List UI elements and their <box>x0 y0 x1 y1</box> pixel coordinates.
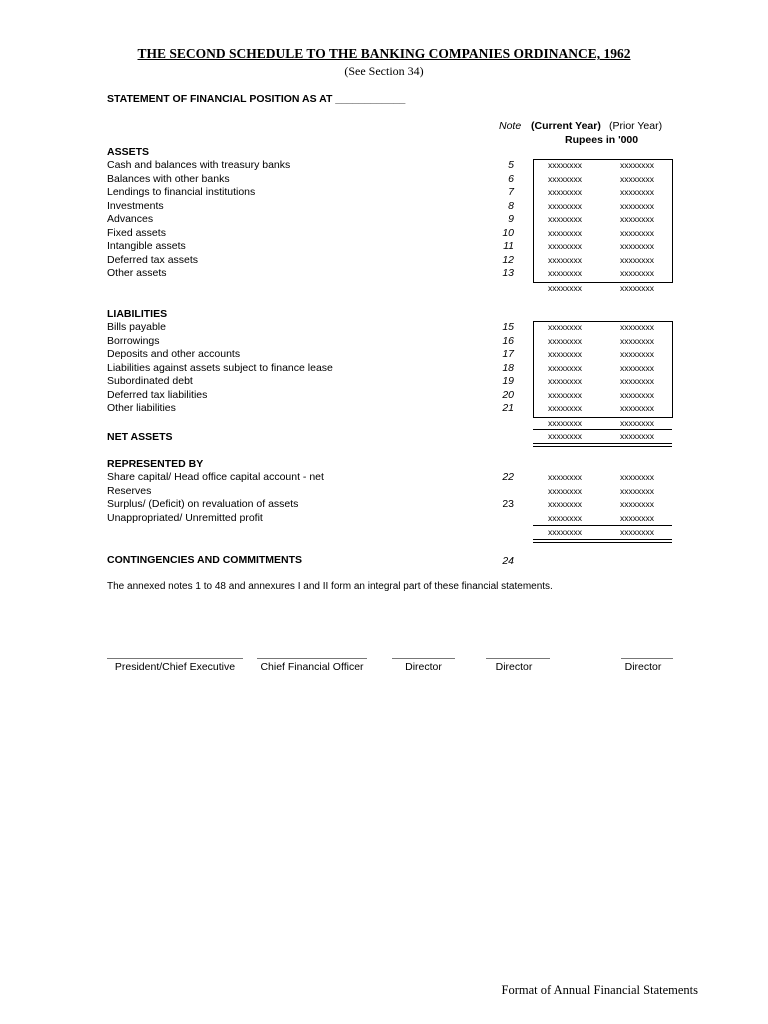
net-assets-current: xxxxxxxx <box>548 431 582 441</box>
represented-total-current: xxxxxxxx <box>548 527 582 537</box>
assets-row-prior-value: xxxxxxxx <box>620 254 654 265</box>
represented-row-label: Reserves <box>107 484 152 497</box>
represented-row-current-value: xxxxxxxx <box>548 499 582 509</box>
liabilities-row-note: 19 <box>502 375 514 387</box>
represented-row-note: 22 <box>502 471 514 483</box>
liabilities-row-prior-value: xxxxxxxx <box>620 389 654 400</box>
net-assets-double-rule-2 <box>533 446 672 447</box>
liabilities-row-note: 20 <box>502 388 514 401</box>
liabilities-row-note: 21 <box>502 402 514 414</box>
liabilities-row-prior-value: xxxxxxxx <box>620 376 654 386</box>
assets-row-current-value: xxxxxxxx <box>548 227 582 238</box>
represented-double-rule-2 <box>533 542 672 543</box>
assets-row-note: 10 <box>502 226 514 239</box>
liabilities-row-note: 15 <box>502 321 514 333</box>
represented-total-prior: xxxxxxxx <box>620 527 654 537</box>
assets-row-note: 13 <box>502 267 514 279</box>
assets-row-note: 12 <box>502 253 514 266</box>
assets-row-prior-value: xxxxxxxx <box>620 227 654 238</box>
liabilities-row-label: Deposits and other accounts <box>107 348 241 360</box>
assets-row-prior-value: xxxxxxxx <box>620 173 654 184</box>
assets-total-prior: xxxxxxxx <box>620 283 654 293</box>
represented-row-prior-value: xxxxxxxx <box>620 472 654 482</box>
represented-row-label: Unappropriated/ Unremitted profit <box>107 511 263 524</box>
assets-row-label: Deferred tax assets <box>107 253 199 266</box>
liabilities-row-current-value: xxxxxxxx <box>548 389 582 400</box>
assets-row-note: 7 <box>508 186 514 198</box>
liabilities-row-note: 18 <box>502 361 514 374</box>
assets-row-current-value: xxxxxxxx <box>548 214 582 224</box>
liabilities-row-prior-value: xxxxxxxx <box>620 362 654 373</box>
signatory-cfo: Chief Financial Officer <box>260 661 364 673</box>
contingencies-note: 24 <box>502 555 514 567</box>
column-header-units: Rupees in '000 <box>565 134 639 146</box>
assets-row-label: Fixed assets <box>107 226 166 239</box>
signature-line-president <box>107 658 243 659</box>
liabilities-row-current-value: xxxxxxxx <box>548 322 582 332</box>
assets-row-label: Balances with other banks <box>107 172 230 185</box>
represented-row-prior-value: xxxxxxxx <box>620 485 654 496</box>
represented-row-prior-value: xxxxxxxx <box>620 499 654 509</box>
assets-row-label: Investments <box>107 199 164 212</box>
represented-double-rule-1 <box>533 539 672 540</box>
represented-by-heading: REPRESENTED BY <box>107 458 204 470</box>
assets-total-current: xxxxxxxx <box>548 283 582 293</box>
liabilities-row-prior-value: xxxxxxxx <box>620 403 654 413</box>
assets-row-prior-value: xxxxxxxx <box>620 214 654 224</box>
liabilities-box <box>533 321 673 418</box>
liabilities-row-label: Subordinated debt <box>107 375 193 387</box>
document-title: THE SECOND SCHEDULE TO THE BANKING COMPANIES ORDINANCE, 1962 <box>137 46 631 61</box>
assets-row-note: 6 <box>508 172 514 185</box>
signatory-director-2: Director <box>495 661 533 673</box>
liabilities-row-prior-value: xxxxxxxx <box>620 322 654 332</box>
assets-row-prior-value: xxxxxxxx <box>620 200 654 211</box>
liabilities-total-current: xxxxxxxx <box>548 418 582 428</box>
liabilities-heading: LIABILITIES <box>107 308 168 320</box>
liabilities-row-current-value: xxxxxxxx <box>548 376 582 386</box>
column-header-prior-year: (Prior Year) <box>609 120 663 132</box>
liabilities-row-current-value: xxxxxxxx <box>548 335 582 346</box>
assets-row-note: 9 <box>508 213 514 225</box>
signatory-director-1: Director <box>405 661 442 673</box>
signature-line-cfo <box>257 658 367 659</box>
liabilities-total-prior: xxxxxxxx <box>620 418 654 428</box>
liabilities-row-note: 17 <box>502 348 514 360</box>
assets-row-current-value: xxxxxxxx <box>548 173 582 184</box>
assets-row-prior-value: xxxxxxxx <box>620 187 654 197</box>
assets-row-label: Other assets <box>107 267 167 279</box>
liabilities-row-current-value: xxxxxxxx <box>548 403 582 413</box>
assets-row-current-value: xxxxxxxx <box>548 268 582 278</box>
signature-line-director-1 <box>392 658 455 659</box>
net-assets-label: NET ASSETS <box>107 431 173 443</box>
liabilities-row-label: Deferred tax liabilities <box>107 388 208 401</box>
signatory-president: President/Chief Executive <box>114 661 236 673</box>
signatory-director-3: Director <box>624 661 662 673</box>
liabilities-row-label: Bills payable <box>107 321 166 333</box>
assets-row-label: Intangible assets <box>107 240 186 252</box>
liabilities-row-note: 16 <box>502 334 514 347</box>
liabilities-row-label: Borrowings <box>107 334 160 347</box>
represented-row-current-value: xxxxxxxx <box>548 485 582 496</box>
liabilities-row-label: Other liabilities <box>107 402 176 414</box>
statement-heading: STATEMENT OF FINANCIAL POSITION AS AT ____________ <box>107 93 406 105</box>
liabilities-row-label: Liabilities against assets subject to finance lease <box>107 361 333 374</box>
represented-row-prior-value: xxxxxxxx <box>620 512 654 523</box>
assets-heading: ASSETS <box>107 146 150 158</box>
liabilities-row-prior-value: xxxxxxxx <box>620 335 654 346</box>
column-header-current-year: (Current Year) <box>531 120 601 132</box>
assets-row-prior-value: xxxxxxxx <box>620 241 654 251</box>
assets-row-label: Lendings to financial institutions <box>107 186 256 198</box>
footnote: The annexed notes 1 to 48 and annexures I and II form an integral part of these financial statements. <box>107 581 553 592</box>
net-assets-double-rule-1 <box>533 443 672 444</box>
liabilities-row-current-value: xxxxxxxx <box>548 349 582 359</box>
represented-row-label: Share capital/ Head office capital account - net <box>107 471 324 483</box>
signature-line-director-3 <box>621 658 673 659</box>
assets-row-current-value: xxxxxxxx <box>548 241 582 251</box>
assets-row-current-value: xxxxxxxx <box>548 200 582 211</box>
assets-row-note: 11 <box>503 240 514 252</box>
liabilities-row-current-value: xxxxxxxx <box>548 362 582 373</box>
assets-row-prior-value: xxxxxxxx <box>620 160 654 170</box>
assets-row-current-value: xxxxxxxx <box>548 187 582 197</box>
signature-line-director-2 <box>486 658 550 659</box>
assets-row-label: Cash and balances with treasury banks <box>107 159 291 171</box>
represented-row-label: Surplus/ (Deficit) on revaluation of assets <box>107 498 299 510</box>
assets-row-label: Advances <box>107 213 154 225</box>
document-subtitle: (See Section 34) <box>344 64 424 78</box>
represented-row-current-value: xxxxxxxx <box>548 472 582 482</box>
footer-caption: Format of Annual Financial Statements <box>501 983 698 997</box>
assets-row-note: 8 <box>508 199 514 212</box>
assets-row-prior-value: xxxxxxxx <box>620 268 654 278</box>
liabilities-row-prior-value: xxxxxxxx <box>620 349 654 359</box>
represented-row-current-value: xxxxxxxx <box>548 512 582 523</box>
assets-box <box>533 159 673 283</box>
contingencies-label: CONTINGENCIES AND COMMITMENTS <box>107 554 303 566</box>
assets-row-current-value: xxxxxxxx <box>548 160 582 170</box>
column-header-note: Note <box>499 120 522 132</box>
net-assets-prior: xxxxxxxx <box>620 431 654 441</box>
assets-row-note: 5 <box>508 159 514 171</box>
represented-row-note: 23 <box>502 498 514 510</box>
assets-row-current-value: xxxxxxxx <box>548 254 582 265</box>
